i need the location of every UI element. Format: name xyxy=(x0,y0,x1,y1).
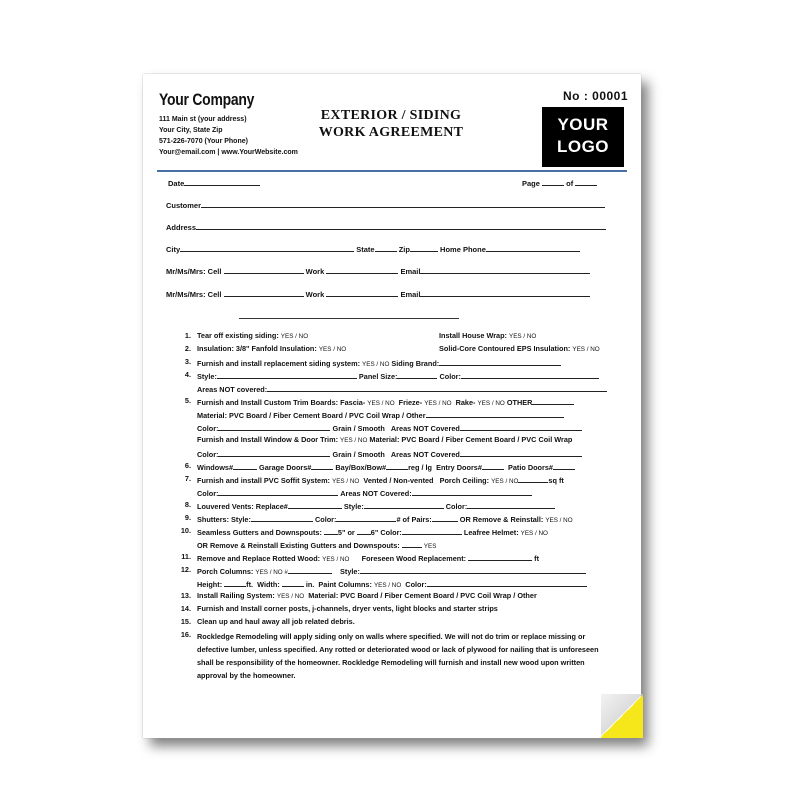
address-field[interactable]: Address xyxy=(166,221,606,232)
company-web: Your@email.com | www.YourWebsite.com xyxy=(159,149,298,156)
title-line-2: WORK AGREEMENT xyxy=(318,125,464,140)
logo-placeholder xyxy=(542,107,624,167)
customer-field[interactable]: Customer xyxy=(166,199,605,210)
city-field[interactable]: City State Zip Home Phone xyxy=(166,243,580,254)
company-address: 111 Main st (your address) xyxy=(159,116,247,123)
document-title xyxy=(293,107,489,141)
date-field[interactable]: Date xyxy=(168,177,260,188)
company-city: Your City, State Zip xyxy=(159,127,223,134)
terms-paragraph: Rockledge Remodeling will apply siding only on walls where specified. We will not do trim or replace missing or defective lumber, unless specified. Any rotted or deteriorated wood or lack of plywood for nailing that is unforeseen shall be responsibility of the homeowner. Rockledge Remodeling will furnish and install new wood upon written approval by the homeowner. xyxy=(197,632,599,680)
title-line-1: EXTERIOR / SIDING xyxy=(320,108,462,123)
document-number: No : 00001 xyxy=(563,89,629,103)
contact-row-2[interactable]: Mr/Ms/Mrs: Cell Work Email xyxy=(166,288,590,299)
contact-row-1[interactable]: Mr/Ms/Mrs: Cell Work Email xyxy=(166,265,590,276)
section-rule xyxy=(239,318,459,319)
state-label: State xyxy=(356,245,375,254)
zip-label: Zip xyxy=(398,245,410,254)
company-info xyxy=(159,114,298,158)
logo-line-2: LOGO xyxy=(556,137,610,156)
header-divider xyxy=(157,170,627,172)
company-phone: 571-226-7070 (Your Phone) xyxy=(159,138,248,145)
logo-line-1: YOUR xyxy=(557,115,609,134)
page-field[interactable]: Page of xyxy=(522,177,597,188)
form-sheet: Your Company 111 Main st (your address) Your City, State Zip 571-226-7070 (Your Phone) Your@email.com | www.YourWebsite.com EXTERIOR / SIDING WORK AGREEMENT No : 00001 YOUR LOGO Date Page of Customer Address City State Zip Home Phone Mr/Ms/Mrs: Cell Work Email Mr/Ms/Mrs: Cell Work Email 1. Tear off existing siding: YES / NO Install House Wrap: YES / NO 2. Insulation: 3/8" Fanfold Insulation: YES / NO Solid-Core Contoured EPS Insulation: YES / NO 3. Furnish and install replacement siding system: YES / NO Siding Brand: 4. Style: Panel Size: Color: Areas NOT covered: 5. Furnish and Install Custom Trim Boards: Fascia- YES / NO Frieze- YES / NO Rake- YES / NO OTHER Material: PVC Board / Fiber Cement Board / PVC Coil Wrap / Other Color: Grain / Smooth Areas NOT Covered Furnish and Install Window & Door Trim: YES / NO Material: PVC Board / Fiber Cement Board / PVC Coil Wrap Color: Grain / Smooth Areas NOT Covered 6. Windows# Garage Doors# Bay/Box/Bow# reg / lg Entry Doors# Patio Doors# 7. Furnish and install PVC Soffit System: YES / NO Vented / Non-vented Porch Ceiling: YES / NO sq ft Color: Areas NOT Covered: 8. Louvered Vents: Replace# Style: Color: 9. Shutters: Style: Color: # of Pairs: OR Remove & Reinstall: YES / NO 10. Seamless Gutters and Downspouts: 5" or 6" Color: Leafree Helmet: YES / NO OR Remove & Reinstall Existing Gutters and Downspouts: YES 11. Remove and Replace Rotted Wood: YES / NO Foreseen Wood Replacement: ft 12. Porch Columns: YES / NO # Style: Height: ft. Width: in. Paint Columns: YES / NO Color: 13. Install Railing System: YES / NO Material: PVC Board / Fiber Cement Board / PVC Coil Wrap / Other 14. Furnish and Install corner posts, j-channels, dryer vents, light blocks and starter strips 15. Clean up and haul away all job related debris. 16. Rockledge Remodeling will apply siding only on walls where specified. We will not do trim or replace missing or defective lumber, unless specified. Any rotted or deteriorated wood or lack of plywood for nailing that is unforeseen shall be responsibility of the homeowner. Rockledge Remodeling will furnish and install new wood upon written approval by the homeowner. xyxy=(143,74,641,738)
page-curl xyxy=(601,694,643,738)
company-name: Your Company xyxy=(159,90,255,109)
home-phone-label: Home Phone xyxy=(440,245,486,254)
